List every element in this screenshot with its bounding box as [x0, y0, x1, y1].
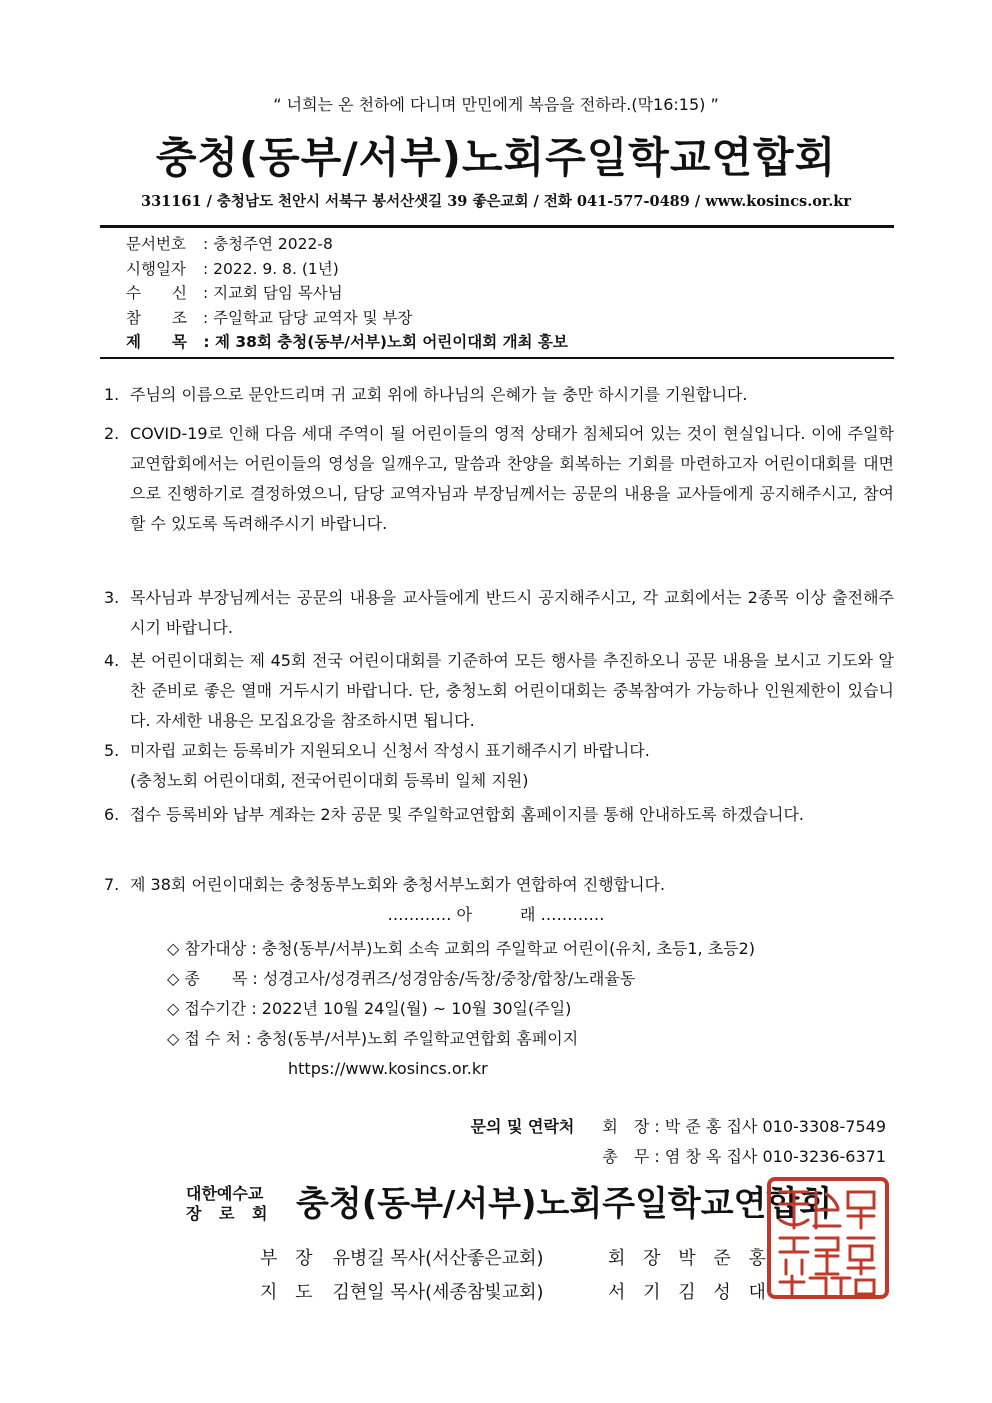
item-text: 미자립 교회는 등록비가 지원되오니 신청서 작성시 표기해주시기 바랍니다. — [130, 741, 650, 760]
contact-row — [400, 1142, 886, 1172]
signature-name: 김현일 목사(세종참빛교회) — [332, 1282, 544, 1303]
contact-value: 회 장 : 박 준 홍 집사 010-3308-7549 — [602, 1117, 886, 1136]
meta-key: 시행일자 — [126, 259, 186, 278]
signature-officer: 회 장 박 준 홍 — [608, 1248, 772, 1269]
list-item — [104, 870, 894, 900]
detail-value: : 충청(동부/서부)노회 소속 교회의 주일학교 어린이(유치, 초등1, 초등2) — [251, 939, 756, 958]
item-number: 5. — [104, 741, 120, 760]
meta-key: 문서번호 — [126, 235, 186, 253]
official-seal-stamp — [766, 1176, 890, 1300]
signature-row — [260, 1244, 772, 1270]
signature-name: 유병길 목사(서산좋은교회) — [332, 1248, 544, 1269]
signature-position: 지 도 — [260, 1282, 319, 1303]
meta-key: 제 목 — [126, 333, 187, 351]
meta-value: : 지교회 담임 목사님 — [202, 284, 343, 302]
contact-row — [400, 1112, 886, 1142]
signature-row — [260, 1278, 772, 1304]
meta-rule — [100, 357, 894, 359]
denomination-line: 대한예수교 — [186, 1184, 264, 1203]
meta-subject — [126, 330, 568, 355]
contact-label: 문의 및 연락처 — [470, 1117, 575, 1136]
item-number: 2. — [104, 424, 120, 443]
detail-label: ◇ 종 목 — [167, 969, 248, 988]
contact-value: 총 무 : 염 창 옥 집사 010-3236-6371 — [602, 1147, 886, 1166]
detail-label: ◇ 참가대상 — [167, 939, 247, 958]
item-text: 접수 등록비와 납부 계좌는 2차 공문 및 주일학교연합회 홈페이지를 통해 안내하도록 하겠습니다. — [130, 805, 804, 824]
list-item — [104, 800, 894, 830]
item-number: 1. — [104, 385, 120, 404]
denomination — [186, 1184, 274, 1224]
meta-reference — [126, 306, 568, 331]
detail-place — [167, 1024, 755, 1054]
section-divider-label: ………… 아 래 ………… — [387, 905, 605, 924]
signature-title: 충청(동부/서부)노회주일학교연합회 — [296, 1184, 833, 1224]
detail-label: ◇ 접수기간 — [167, 999, 247, 1018]
seal-glyphs — [780, 1192, 874, 1294]
meta-value: : 주일학교 담당 교역자 및 부장 — [202, 308, 413, 327]
detail-label: ◇ 접 수 처 — [167, 1029, 241, 1048]
header-rule — [100, 225, 894, 228]
detail-value: : 충청(동부/서부)노회 주일학교연합회 홈페이지 — [246, 1029, 579, 1048]
item-text: COVID-19로 인해 다음 세대 주역이 될 어린이들의 영적 상태가 침체되어 있는 것이 현실입니다. 이에 주일학교연합회에서는 어린이들의 영성을 일깨우고, 말씀과 찬양을 회복하는 기회를 마련하고자 어린이대회를 대면으로 진행하기로 결정하였으니, 담당 교역자님과 부장님께서는 공문의 내용을 교사들에게 공지해주시고, 참여할 수 있도록 독려해주시기 바랍니다. — [130, 424, 894, 533]
meta-recipient — [126, 281, 568, 306]
list-item — [104, 646, 894, 736]
item-number: 7. — [104, 875, 120, 894]
item-text: 제 38회 어린이대회는 충청동부노회와 충청서부노회가 연합하여 진행합니다. — [130, 875, 666, 894]
list-item — [104, 736, 894, 796]
item-text: 본 어린이대회는 제 45회 전국 어린이대회를 기준하여 모든 행사를 추진하오니 공문 내용을 보시고 기도와 알찬 준비로 좋은 열매 거두시기 바랍니다. 단, 충청노회 어린이대회는 중복참여가 가능하나 인원제한이 있습니다. 자세한 내용은 모집요강을 참조하시면 됩니다. — [130, 651, 894, 730]
organization-title: 충청(동부/서부)노회주일학교연합회 — [155, 133, 837, 182]
signature-position: 부 장 — [260, 1248, 319, 1269]
item-text: 주님의 이름으로 문안드리며 귀 교회 위에 하나님의 은혜가 늘 충만 하시기를 기원합니다. — [130, 385, 748, 404]
signature-officer: 서 기 김 성 대 — [608, 1282, 772, 1303]
details-list — [167, 934, 755, 1084]
meta-value: : 충청주연 2022-8 — [202, 235, 333, 253]
meta-doc-number — [126, 232, 568, 257]
address-line: 331161 / 충청남도 천안시 서북구 봉서산샛길 39 좋은교회 / 전화 041-577-0489 / www.kosincs.or.kr — [141, 193, 851, 210]
meta-value: : 2022. 9. 8. (1년) — [202, 259, 339, 278]
item-number: 6. — [104, 805, 120, 824]
list-item — [104, 380, 894, 410]
meta-value: : 제 38회 충청(동부/서부)노회 어린이대회 개최 홍보 — [203, 333, 568, 351]
contact-block — [400, 1112, 886, 1172]
document-meta — [126, 232, 568, 355]
list-item — [104, 419, 894, 539]
item-subtext: (충청노회 어린이대회, 전국어린이대회 등록비 일체 지원) — [130, 771, 529, 790]
item-number: 4. — [104, 651, 120, 670]
item-number: 3. — [104, 588, 120, 607]
meta-date — [126, 257, 568, 282]
denomination-line: 장 로 회 — [186, 1204, 274, 1223]
list-item — [104, 583, 894, 643]
homepage-url: https://www.kosincs.or.kr — [288, 1059, 488, 1078]
meta-key: 참 조 — [126, 308, 187, 327]
detail-events — [167, 964, 755, 994]
detail-period — [167, 994, 755, 1024]
detail-value: : 성경고사/성경퀴즈/성경암송/독창/중창/합창/노래율동 — [252, 969, 636, 988]
detail-participants — [167, 934, 755, 964]
item-text: 목사님과 부장님께서는 공문의 내용을 교사들에게 반드시 공지해주시고, 각 교회에서는 2종목 이상 출전해주시기 바랍니다. — [130, 588, 894, 637]
meta-key: 수 신 — [126, 284, 187, 302]
bible-verse: “ 너희는 온 천하에 다니며 만민에게 복음을 전하라.(막16:15) ” — [273, 95, 719, 114]
detail-value: : 2022년 10월 24일(월) ~ 10월 30일(주일) — [251, 999, 572, 1018]
